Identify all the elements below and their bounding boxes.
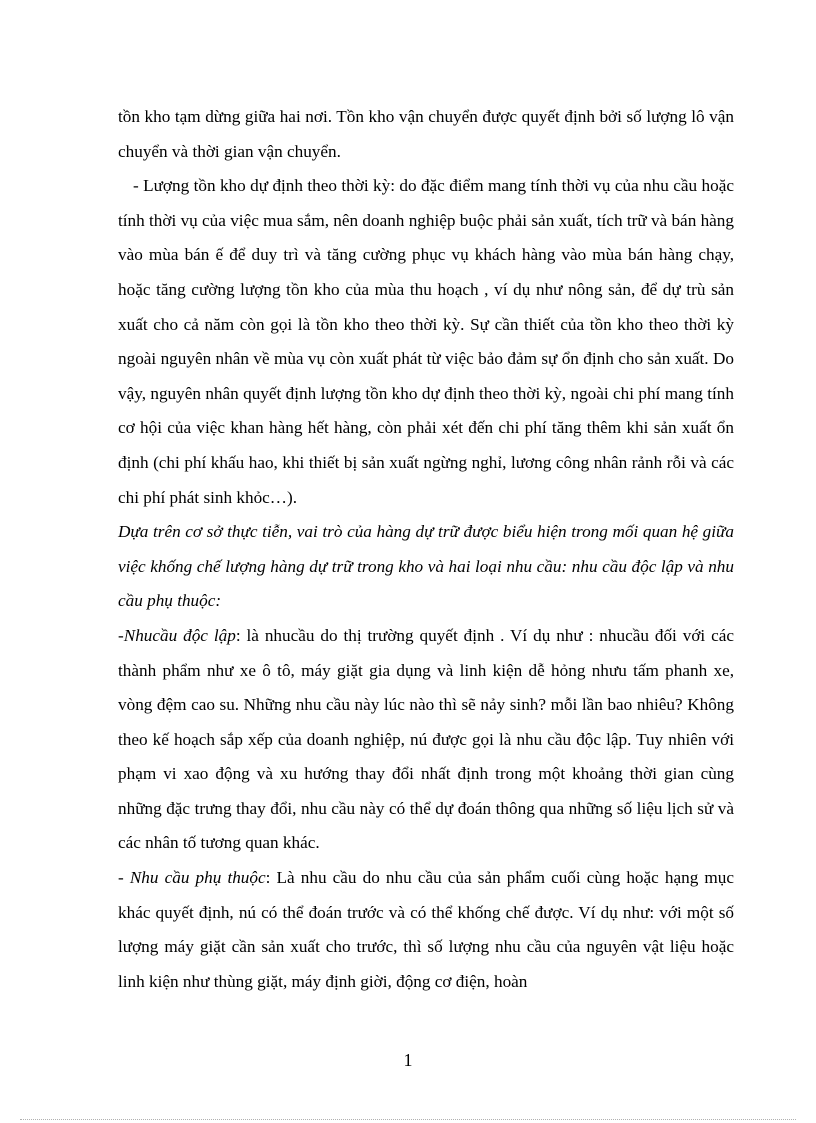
italic-intro-text: Dựa trên cơ sở thực tiễn, vai trò của hàng dự trữ được biểu hiện trong mối quan hệ giữa việc khống chế lượng hàng dự trữ trong kho và hai loại nhu cầu: nhu cầu độc lập và nhu cầu phụ thuộc: (118, 522, 734, 611)
bullet-dash: - (118, 625, 124, 645)
term-dependent-demand: Nhu cầu phụ thuộc (129, 868, 266, 888)
page-number: 1 (403, 1050, 413, 1070)
paragraph-dependent-demand (118, 861, 734, 999)
paragraph-transport-inventory: tồn kho tạm dừng giữa hai nơi. Tồn kho vận chuyển được quyết định bởi số lượng lô vận chuyển và thời gian vận chuyển. (118, 107, 734, 161)
bullet-dash: - (118, 868, 130, 888)
paragraph-independent-demand (118, 619, 734, 861)
page-bottom-divider (20, 1119, 796, 1120)
body-text (118, 100, 734, 999)
paragraph-demand-intro (118, 515, 734, 619)
dependent-demand-body: : Là nhu cầu do nhu cầu của sản phẩm cuối cùng hoặc hạng mục khác quyết định, nú có thể đoán trước và có thể khống chế được. Ví dụ như: với một số lượng máy giặt cần sản xuất cho trước, thì số lượng nhu cầu của nguyên vật liệu hoặc linh kiện như thùng giặt, máy định giời, động cơ điện, hoàn (118, 868, 734, 991)
paragraph-seasonal-inventory: - Lượng tồn kho dự định theo thời kỳ: do đặc điểm mang tính thời vụ của nhu cầu hoặc tính thời vụ của việc mua sắm, nên doanh nghiệp buộc phải sản xuất, tích trữ và bán hàng vào mùa bán ế để duy trì và tăng cường phục vụ khách hàng vào mùa bán hàng chạy, hoặc tăng cường lượng tồn kho của mùa thu hoạch , ví dụ như nông sản, để dự trù sản xuất cho cả năm còn gọi là tồn kho theo thời kỳ. Sự cần thiết của tồn kho theo thời kỳ ngoài nguyên nhân về mùa vụ còn xuất phát từ việc bảo đảm sự ổn định cho sản xuất. Do vậy, nguyên nhân quyết định lượng tồn kho dự định theo thời kỳ, ngoài chi phí mang tính cơ hội của việc khan hàng hết hàng, còn phải xét đến chi phí tăng thêm khi sản xuất ổn định (chi phí khấu hao, khi thiết bị sản xuất ngừng nghỉ, lương công nhân rảnh rỗi và các chi phí phát sinh khỏc…). (118, 176, 734, 507)
independent-demand-body: : là nhucầu do thị trường quyết định . Ví dụ như : nhucầu đối với các thành phẩm như xe ô tô, máy giặt gia dụng và linh kiện dễ hỏng nhưu tấm phanh xe, vòng đệm cao su. Những nhu cầu này lúc nào thì sẽ nảy sinh? mỗi lần bao nhiêu? Không theo kế hoạch sắp xếp của doanh nghiệp, nú được gọi là nhu cầu độc lập. Tuy nhiên với phạm vi xao động và xu hướng thay đổi nhất định trong một khoảng thời gian cùng những đặc trưng thay đổi, nhu cầu này có thể dự đoán thông qua những số liệu lịch sử và các nhân tố tương quan khác. (118, 625, 734, 853)
term-independent-demand: Nhucầu độc lập (123, 625, 236, 645)
